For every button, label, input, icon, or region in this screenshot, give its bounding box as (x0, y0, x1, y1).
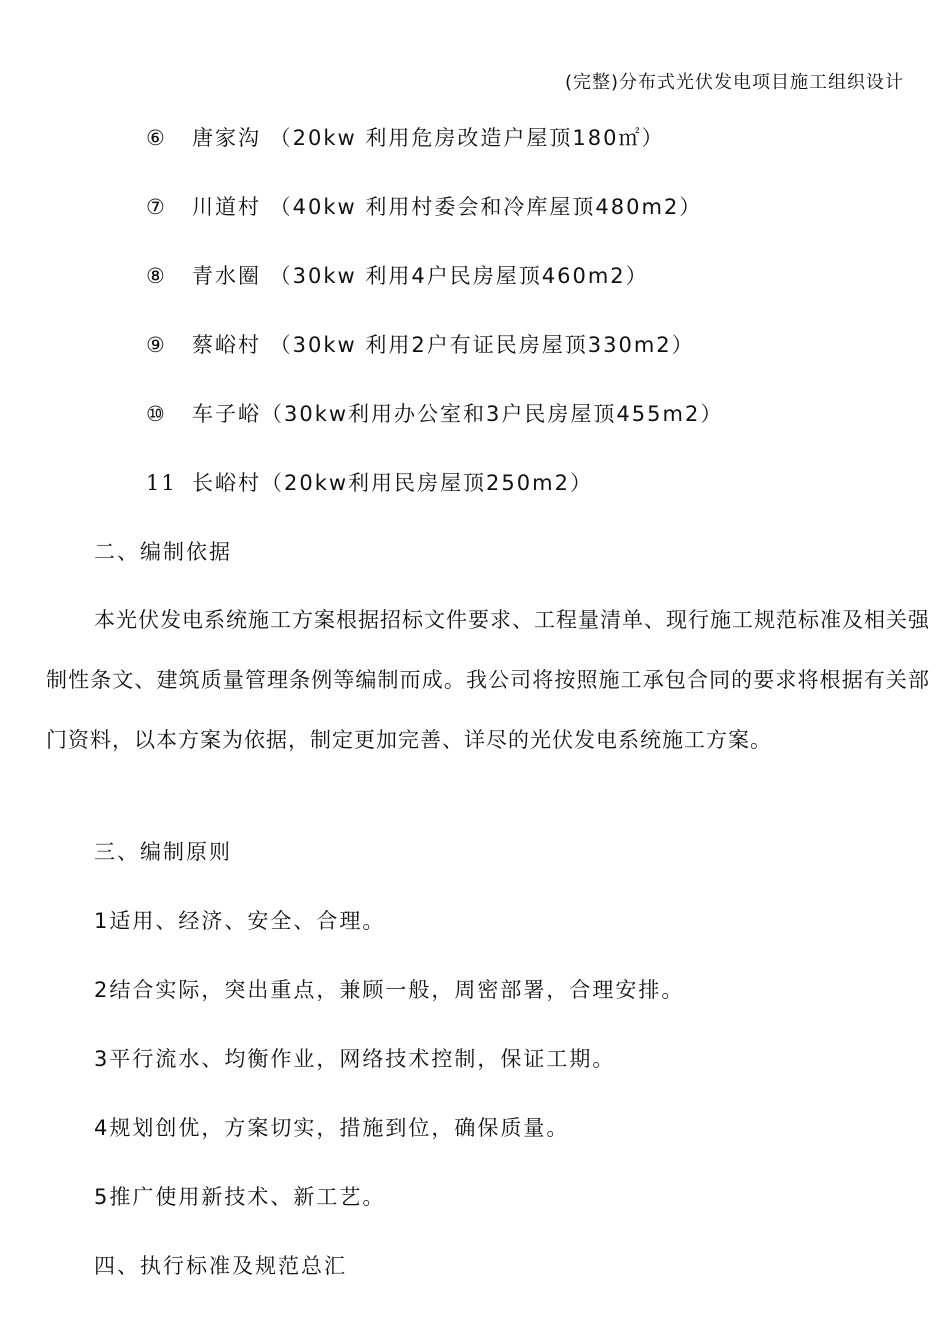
list-item (146, 467, 593, 497)
list-item-number: ⑦ (146, 195, 167, 219)
list-item (146, 260, 649, 290)
list-item-number: ⑨ (146, 333, 167, 357)
list-item (146, 329, 695, 359)
principle-item: 2结合实际，突出重点，兼顾一般，周密部署，合理安排。 (94, 978, 685, 1002)
section-paragraph-basis: 本光伏发电系统施工方案根据招标文件要求、工程量清单、现行施工规范标准及相关强制性条文、建筑质量管理条例等编制而成。我公司将按照施工承包合同的要求将根据有关部门资料，以本方案为依据，制定更加完善、详尽的光伏发电系统施工方案。 (46, 608, 930, 752)
list-item-text: 蔡峪村 （30kw 利用2户有证民房屋顶330m2） (192, 333, 695, 357)
list-item-text: 车子峪（30kw利用办公室和3户民房屋顶455m2） (192, 402, 724, 426)
principle-item: 3平行流水、均衡作业，网络技术控制，保证工期。 (94, 1047, 616, 1071)
list-item-number: ⑧ (146, 264, 167, 288)
section-heading-basis: 二、编制依据 (94, 540, 232, 564)
list-item (146, 398, 723, 428)
list-item (146, 191, 702, 221)
list-item-text: 唐家沟 （20kw 利用危房改造户屋顶180㎡） (192, 126, 665, 150)
page-header-title: (完整)分布式光伏发电项目施工组织设计 (564, 72, 904, 93)
section-heading-principles: 三、编制原则 (94, 840, 232, 864)
list-item-text: 青水圈 （30kw 利用4户民房屋顶460m2） (192, 264, 649, 288)
principle-item: 1适用、经济、安全、合理。 (94, 909, 386, 933)
list-item-number: ⑥ (146, 126, 167, 150)
list-item-text: 长峪村（20kw利用民房屋顶250m2） (192, 471, 593, 495)
section-heading-standards: 四、执行标准及规范总汇 (94, 1254, 347, 1278)
principle-item: 5推广使用新技术、新工艺。 (94, 1185, 386, 1209)
list-item (146, 122, 665, 152)
list-item-number: ⑩ (146, 402, 167, 426)
principle-item: 4规划创优，方案切实，措施到位，确保质量。 (94, 1116, 570, 1140)
list-item-text: 川道村 （40kw 利用村委会和冷库屋顶480m2） (192, 195, 703, 219)
list-item-number: 11 (146, 471, 177, 495)
